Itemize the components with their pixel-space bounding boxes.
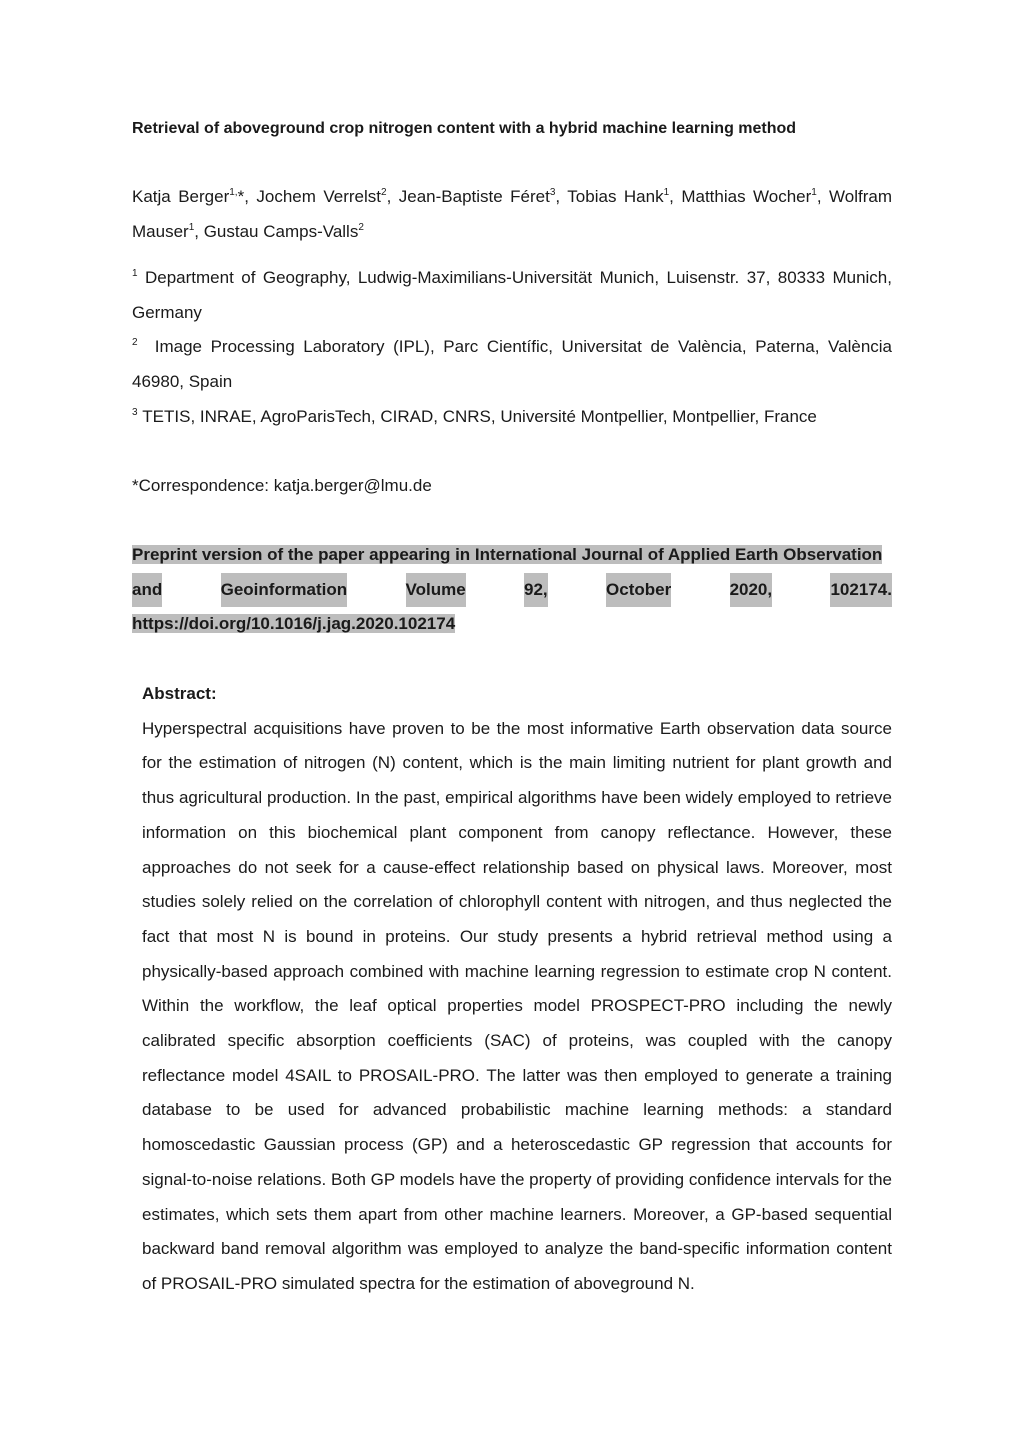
author-affiliation-mark: 2 — [358, 221, 364, 233]
author-affiliation-mark: 1 — [811, 187, 817, 198]
affiliation-number: 2 — [132, 337, 138, 349]
preprint-line-1 — [132, 538, 892, 573]
abstract-heading: Abstract: — [142, 684, 217, 703]
doi-link[interactable]: https://doi.org/10.1016/j.jag.2020.102174 — [132, 614, 456, 634]
author-name: Jean-Baptiste Féret — [398, 187, 550, 206]
abstract-section — [142, 677, 892, 1302]
author-affiliation-mark: 1 — [188, 221, 195, 233]
affiliation-text: Department of Geography, Ludwig-Maximilians-Universität Munich, Luisenstr. 37, 80333 Munich, Germany — [132, 268, 892, 322]
affiliation-number: 1 — [132, 268, 138, 279]
preprint-notice — [132, 538, 892, 642]
author-affiliation-mark: 2 — [381, 187, 387, 198]
preprint-text: Preprint version of the paper appearing in International Journal of Applied Earth Observation — [132, 545, 883, 564]
author-name: Jochem Verrelst — [256, 187, 382, 206]
preprint-line-2 — [132, 573, 892, 608]
correspondence: *Correspondence: katja.berger@lmu.de — [132, 476, 432, 495]
author-name: Wolfram Mauser — [132, 187, 893, 241]
affiliation-item — [132, 400, 892, 435]
preprint-word: and — [132, 573, 162, 608]
author-name: Matthias Wocher — [681, 187, 812, 206]
affiliation-item — [132, 261, 892, 330]
author-name: Katja Berger — [132, 187, 230, 206]
author-affiliation-mark: 3 — [549, 187, 556, 198]
corresponding-mark: * — [237, 187, 245, 206]
author-affiliation-mark: 1 — [663, 187, 670, 198]
affiliation-text: Image Processing Laboratory (IPL), Parc Científic, Universitat de València, Paterna, València 46980, Spain — [132, 337, 893, 392]
paper-title: Retrieval of aboveground crop nitrogen content with a hybrid machine learning method — [132, 120, 797, 137]
preprint-word: 102174. — [830, 573, 891, 608]
author-name: Tobias Hank — [567, 187, 664, 206]
preprint-word: 92, — [524, 573, 548, 608]
preprint-line-3 — [132, 607, 892, 642]
affiliation-item — [132, 330, 892, 399]
affiliation-list — [132, 261, 892, 435]
affiliation-text: TETIS, INRAE, AgroParisTech, CIRAD, CNRS, Université Montpellier, Montpellier, France — [142, 406, 817, 426]
author-affiliation-mark: 1, — [229, 187, 238, 198]
preprint-word: October — [606, 573, 671, 608]
preprint-word: 2020, — [730, 573, 773, 608]
author-list: Katja Berger$^{1,}$*, Jochem Verrelst$^2$, Jean-Baptiste Féret$^3$, Tobias Hank$^1$, Matthias Wocher$^1$, Wolfram Mauser$^1$, Gustau Camps-Valls$^2$ — [132, 187, 893, 241]
affiliation-number: 3 — [132, 406, 138, 418]
author-name: Gustau Camps-Valls — [203, 221, 359, 241]
preprint-word: Geoinformation — [221, 573, 348, 608]
preprint-word: Volume — [406, 573, 466, 608]
abstract-body: Hyperspectral acquisitions have proven to be the most informative Earth observation data source for the estimation of nitrogen (N) content, which is the main limiting nutrient for plant growth and thus agricultural production. In the past, empirical algorithms have been widely employed to retrieve information on this biochemical plant component from canopy reflectance. However, these approaches do not seek for a cause-effect relationship based on physical laws. Moreover, most studies solely relied on the correlation of chlorophyll content with nitrogen, and thus neglected the fact that most N is bound in proteins. Our study presents a hybrid retrieval method using a physically-based approach combined with machine learning regression to estimate crop N content. Within the workflow, the leaf optical properties model PROSPECT-PRO including the newly calibrated specific absorption coefficients (SAC) of proteins, was coupled with the canopy reflectance model 4SAIL to PROSAIL-PRO. The latter was then employed to generate a training database to be used for advanced probabilistic machine learning methods: a standard homoscedastic Gaussian process (GP) and a heteroscedastic GP regression that accounts for signal-to-noise relations. Both GP models have the property of providing confidence intervals for the estimates, which sets them apart from other machine learners. Moreover, a GP-based sequential backward band removal algorithm was employed to analyze the band-specific information content of PROSAIL-PRO simulated spectra for the estimation of aboveground N. — [142, 718, 892, 1293]
